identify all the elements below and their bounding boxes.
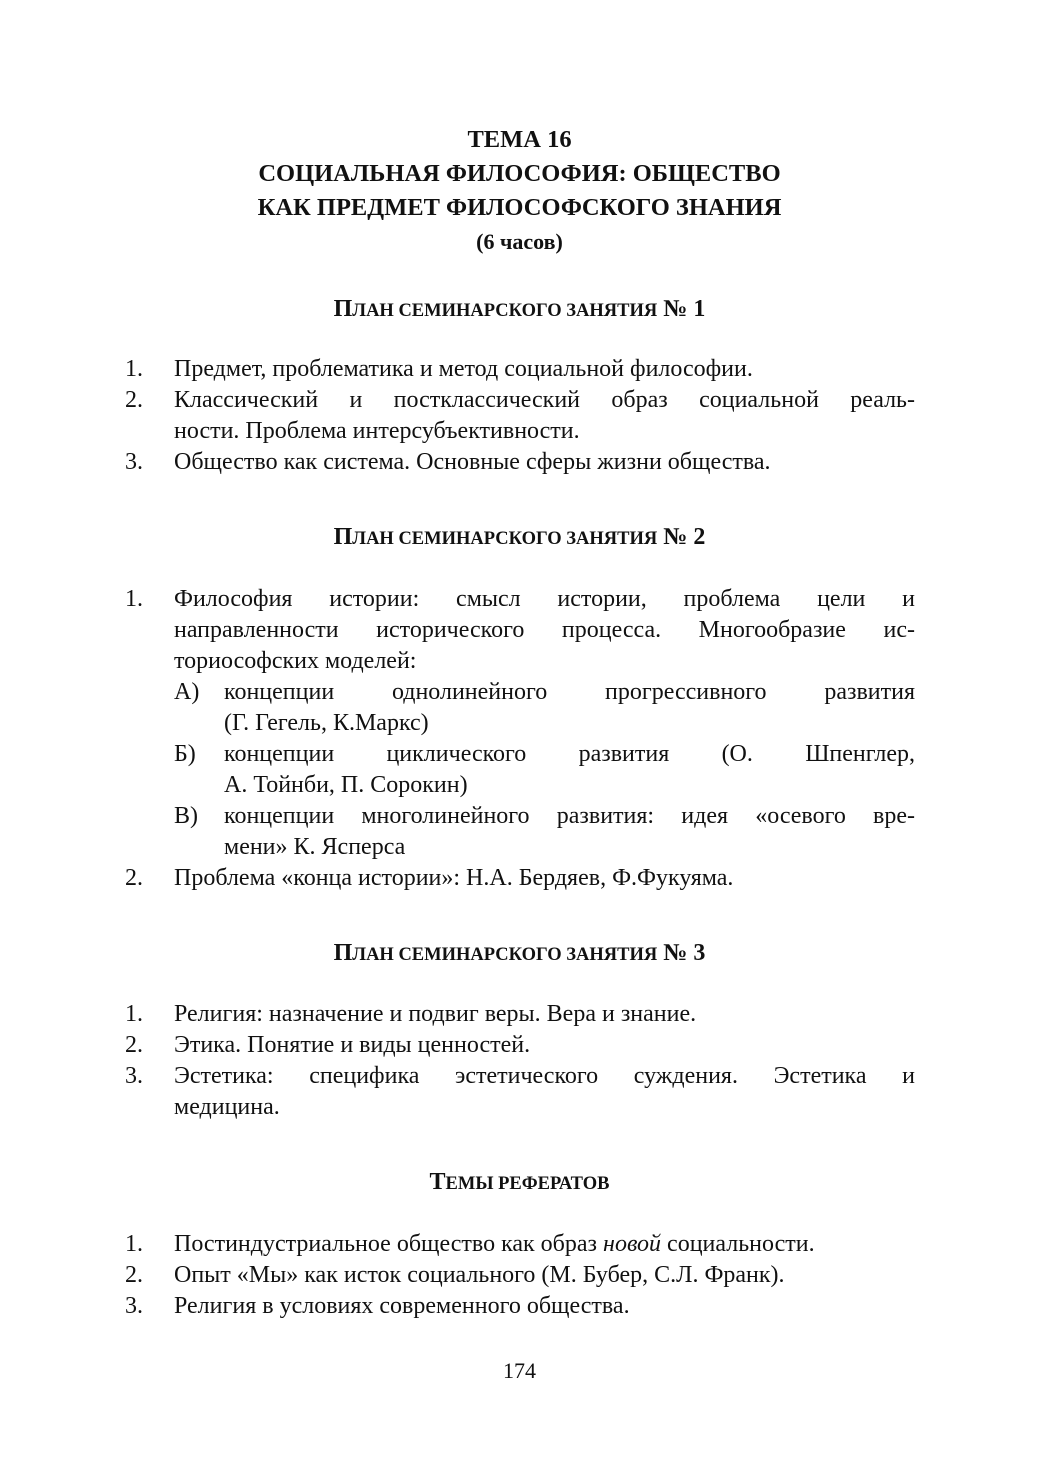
- item-text: Религия в условиях современного общества.: [174, 1293, 630, 1319]
- seminar-2-list: [0, 584, 1039, 894]
- item-text-line: Философия истории: смысл истории, проблема цели и: [174, 586, 915, 612]
- sub-item-text-line: (Г. Гегель, К.Маркс): [224, 710, 429, 736]
- heading-initial: Т: [429, 1169, 446, 1195]
- essays-list: [0, 1229, 1039, 1322]
- seminar-1-list: [0, 354, 1039, 478]
- heading-text: ЛАН СЕМИНАРСКОГО ЗАНЯТИЯ: [352, 945, 658, 965]
- item-text-line: медицина.: [174, 1094, 280, 1120]
- sub-item-text-line: концепции многолинейного развития: идея «осевого вре-: [224, 803, 915, 829]
- sub-item-label: Б): [174, 741, 196, 767]
- item-number: 3.: [125, 449, 143, 475]
- item-text: Религия: назначение и подвиг веры. Вера и знание.: [174, 1001, 697, 1027]
- heading-text: ЕМЫ РЕФЕРАТОВ: [445, 1174, 610, 1194]
- item-text-line: ториософских моделей:: [174, 648, 417, 674]
- heading-text: ЛАН СЕМИНАРСКОГО ЗАНЯТИЯ: [352, 301, 658, 321]
- item-text-line: направленности исторического процесса. Многообразие ис-: [174, 617, 915, 643]
- item-number: 3.: [125, 1293, 143, 1319]
- heading-initial: П: [333, 940, 353, 966]
- item-text: Общество как система. Основные сферы жизни общества.: [174, 449, 771, 475]
- sub-item: [0, 677, 1039, 739]
- page-number: 174: [503, 1358, 536, 1383]
- heading-text: ЛАН СЕМИНАРСКОГО ЗАНЯТИЯ: [352, 529, 658, 549]
- list-item: [0, 863, 1039, 894]
- item-number: 2.: [125, 865, 143, 891]
- item-number: 2.: [125, 1262, 143, 1288]
- sub-item-text-line: мени» К. Ясперса: [224, 834, 406, 860]
- item-text-emphasis: новой: [603, 1231, 662, 1257]
- sub-item-label: В): [174, 803, 198, 829]
- item-text-line: ности. Проблема интерсубъективности.: [174, 418, 580, 444]
- item-text: Предмет, проблематика и метод социальной философии.: [174, 356, 753, 382]
- item-number: 2.: [125, 1032, 143, 1058]
- item-text-line: Эстетика: специфика эстетического суждения. Эстетика и: [174, 1063, 915, 1089]
- heading-number: № 3: [663, 940, 706, 966]
- item-text: [174, 1229, 915, 1260]
- list-item: [0, 584, 1039, 863]
- list-item: [0, 354, 1039, 385]
- list-item: [0, 1061, 1039, 1123]
- sub-item: [0, 739, 1039, 801]
- item-text: Проблема «конца истории»: Н.А. Бердяев, Ф.Фукуяма.: [174, 865, 734, 891]
- list-item: [0, 385, 1039, 447]
- item-text-part: социальности.: [661, 1231, 815, 1257]
- item-number: 1.: [125, 356, 143, 382]
- list-item: [0, 1030, 1039, 1061]
- sub-item-text-line: А. Тойнби, П. Сорокин): [224, 772, 468, 798]
- item-text: Этика. Понятие и виды ценностей.: [174, 1032, 531, 1058]
- item-number: 3.: [125, 1063, 143, 1089]
- seminar-1-heading: [0, 294, 1039, 326]
- topic-name-line-2: КАК ПРЕДМЕТ ФИЛОСОФСКОГО ЗНАНИЯ: [257, 194, 782, 221]
- seminar-3-heading: [0, 938, 1039, 970]
- topic-title: [0, 123, 1039, 259]
- list-item: [0, 1291, 1039, 1322]
- topic-name-line-1: СОЦИАЛЬНАЯ ФИЛОСОФИЯ: ОБЩЕСТВО: [258, 160, 781, 187]
- item-number: 1.: [125, 1001, 143, 1027]
- list-item: [0, 447, 1039, 478]
- heading-initial: П: [333, 296, 353, 322]
- list-item: [0, 1260, 1039, 1291]
- item-number: 1.: [125, 1231, 143, 1257]
- sub-item-label: А): [174, 679, 200, 705]
- item-text-part: Постиндустриальное общество как образ: [174, 1231, 604, 1257]
- seminar-3-list: [0, 999, 1039, 1123]
- item-number: 1.: [125, 586, 143, 612]
- item-text-line: Классический и постклассический образ социальной реаль-: [174, 387, 915, 413]
- seminar-2-heading: [0, 522, 1039, 554]
- heading-number: № 2: [663, 524, 706, 550]
- sub-item: [0, 801, 1039, 863]
- heading-number: № 1: [663, 296, 706, 322]
- list-item: [0, 999, 1039, 1030]
- sub-item-text-line: концепции однолинейного прогрессивного развития: [224, 679, 915, 705]
- item-number: 2.: [125, 387, 143, 413]
- heading-initial: П: [333, 524, 353, 550]
- essays-heading: [0, 1167, 1039, 1199]
- topic-number: ТЕМА 16: [467, 126, 572, 153]
- topic-hours: (6 часов): [476, 229, 563, 254]
- sub-item-text-line: концепции циклического развития (О. Шпенглер,: [224, 741, 915, 767]
- list-item: [0, 1229, 1039, 1260]
- item-text: Опыт «Мы» как исток социального (М. Бубер, С.Л. Франк).: [174, 1262, 785, 1288]
